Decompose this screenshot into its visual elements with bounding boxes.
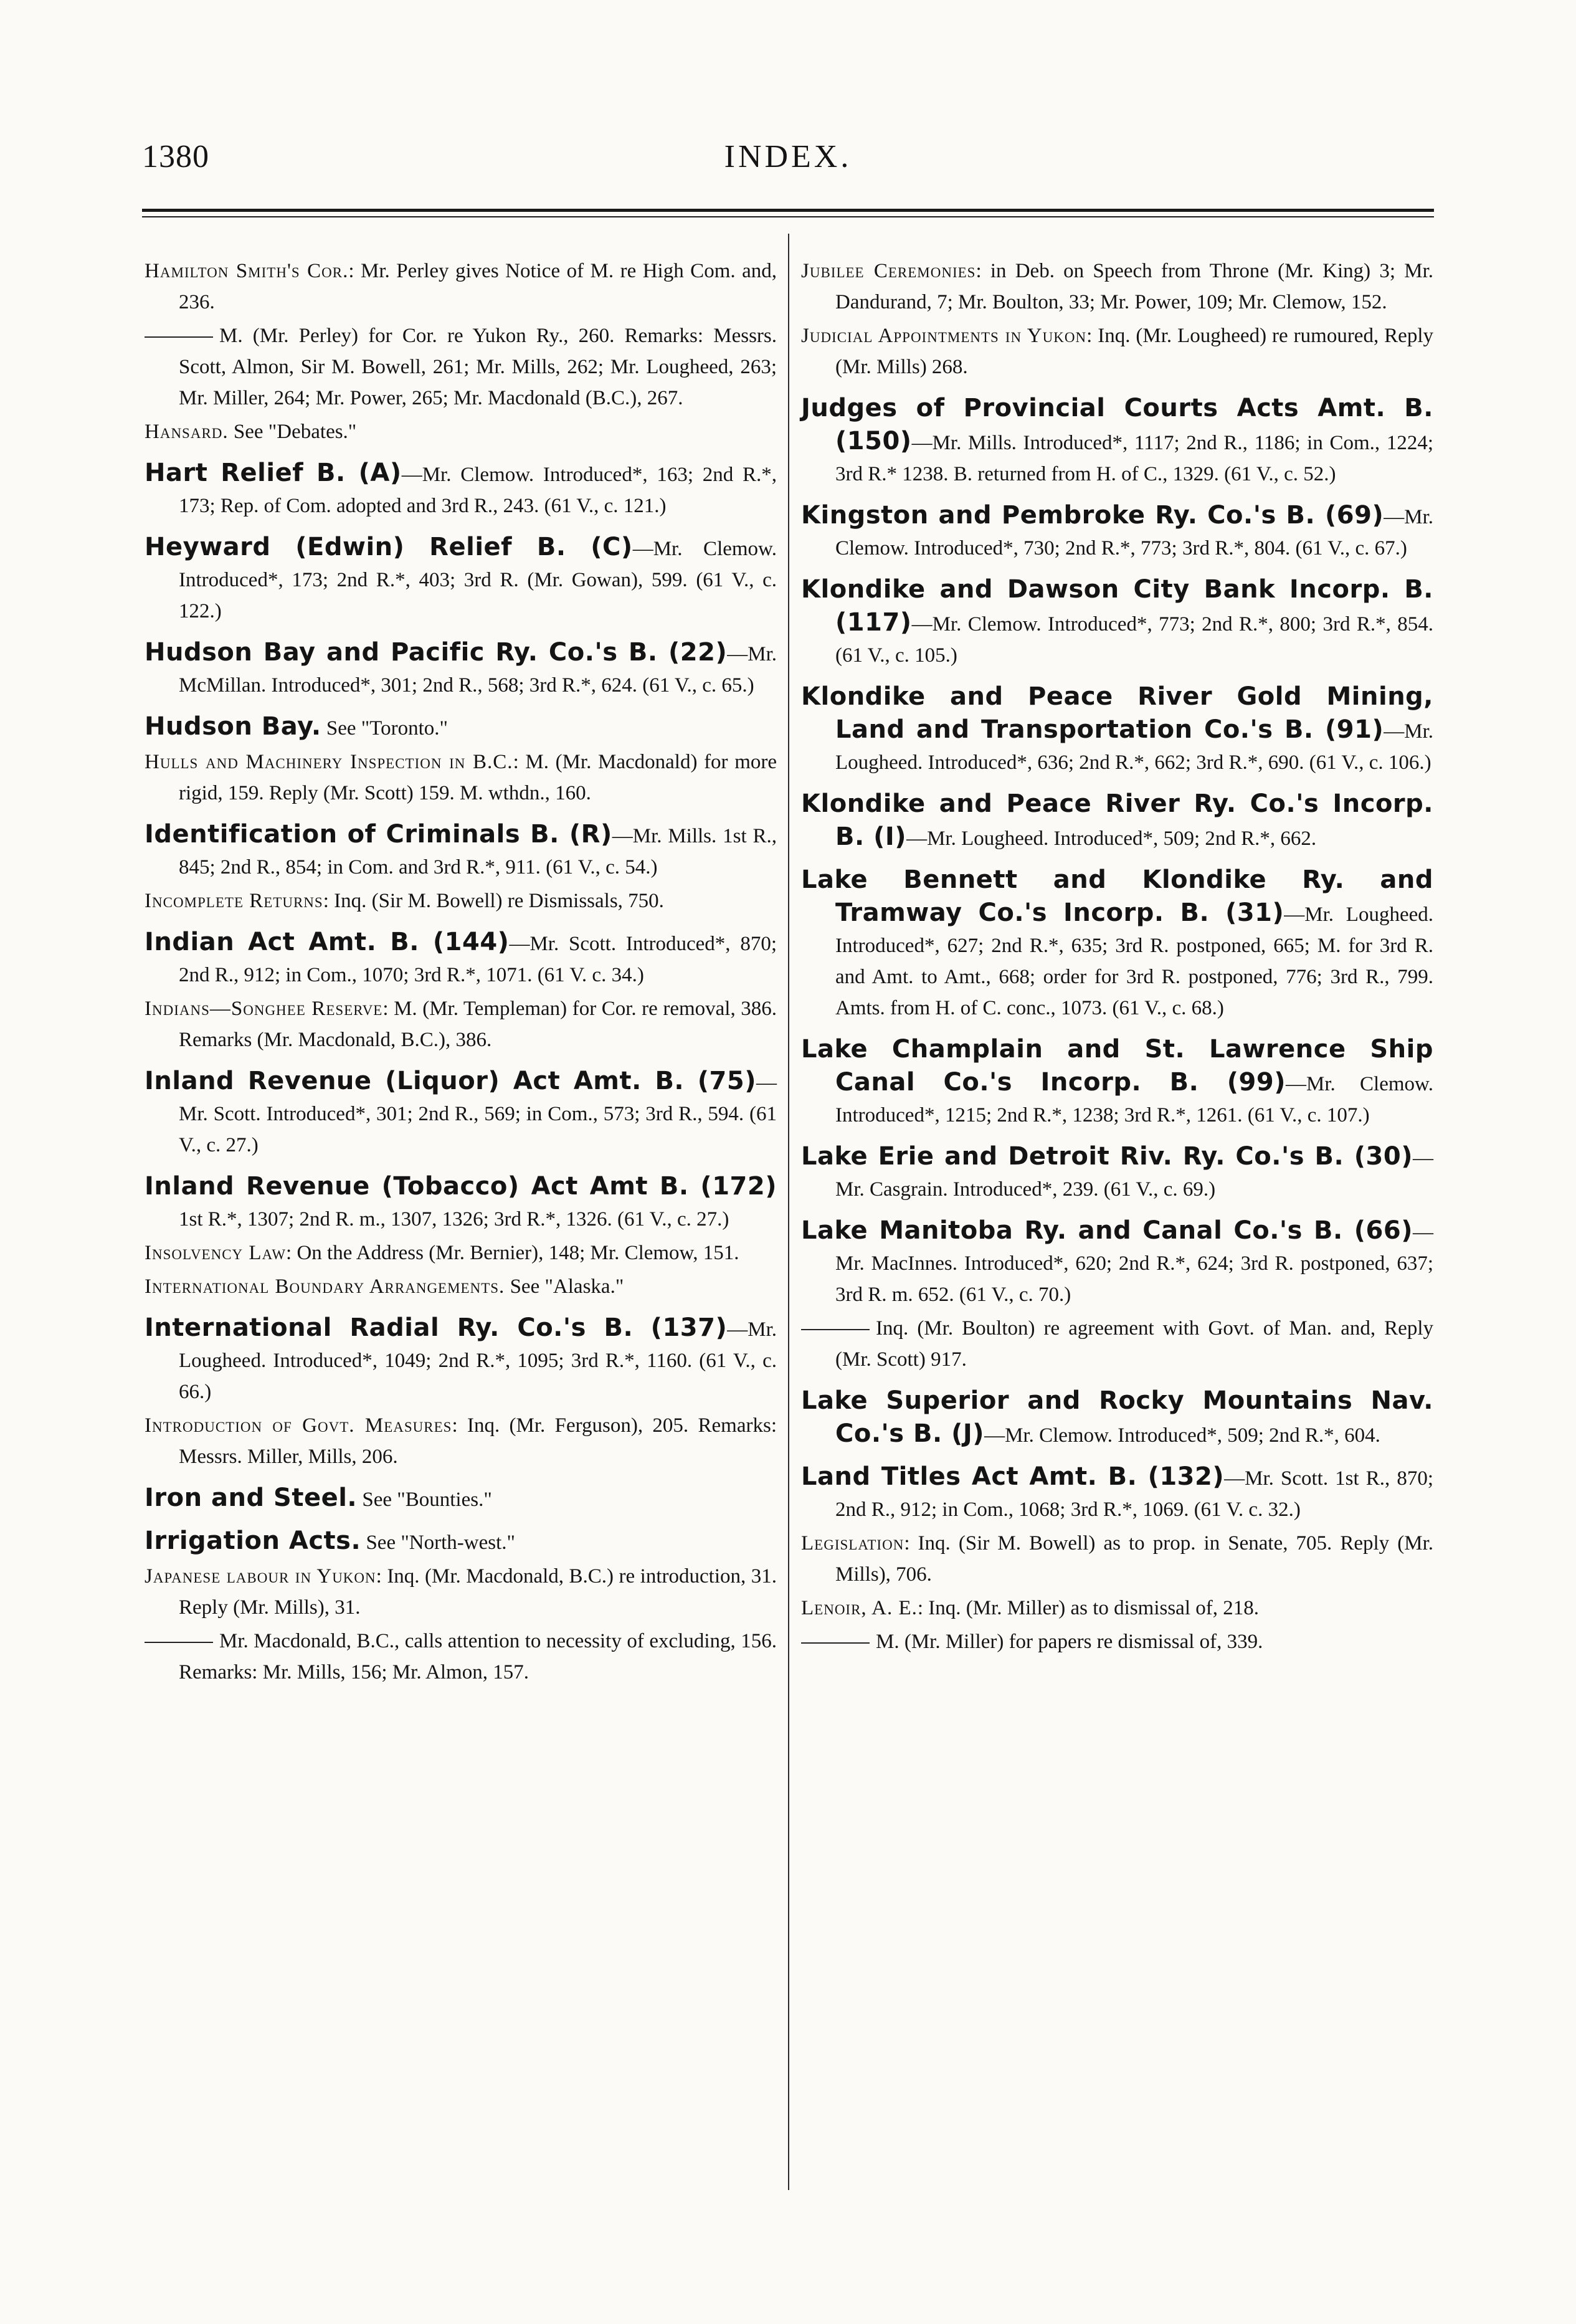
entry-text: —Mr. Clemow. Introduced*, 163; 2nd R.*, 173; Rep. of Com. adopted and 3rd R., 243. (61 V., c. 121.): [179, 464, 777, 517]
entry-headword: Incomplete Returns: [145, 890, 323, 912]
entry-headword: Lake Manitoba Ry. and Canal Co.'s B. (66): [801, 1216, 1413, 1245]
index-entry: [145, 1626, 777, 1688]
entry-text: : On the Address (Mr. Bernier), 148; Mr. Clemow, 151.: [286, 1242, 739, 1264]
entry-text: See "Debates.": [228, 421, 357, 443]
entry-headword: Identification of Criminals B. (R): [145, 820, 612, 849]
entry-headword: Hart Relief B. (A): [145, 459, 402, 487]
page-number: 1380: [142, 139, 209, 174]
index-entry: [801, 1528, 1433, 1590]
index-entry: [801, 1034, 1433, 1131]
index-entry: [801, 1141, 1433, 1205]
entry-headword: Introduction of Govt. Measures: [145, 1414, 452, 1437]
index-entry: [145, 1237, 777, 1269]
entry-text: —Mr. Lougheed. Introduced*, 627; 2nd R.*, 635; 3rd R. postponed, 665; M. for 3rd R. and Amt. to Amt., 668; order for 3rd R. postponed, 776; 3rd R., 799. Amts. from H. of C. conc., 1073. (61 V., c. 68.): [835, 903, 1433, 1019]
entry-text: : Inq. (Mr. Miller) as to dismissal of, 218.: [917, 1597, 1259, 1619]
entry-text: : M. (Mr. Templeman) for Cor. re removal, 386. Remarks (Mr. Macdonald, B.C.), 386.: [179, 998, 777, 1051]
entry-text: M. (Mr. Perley) for Cor. re Yukon Ry., 260. Remarks: Messrs. Scott, Almon, Sir M. Bowell, 261; Mr. Mills, 262; Mr. Lougheed, 263; Mr. Miller, 264; Mr. Power, 265; Mr. Macdonald (B.C.), 267.: [179, 325, 777, 409]
entry-text: —Mr. Mills. Introduced*, 1117; 2nd R., 1186; in Com., 1224; 3rd R.* 1238. B. returned from H. of C., 1329. (61 V., c. 52.): [835, 432, 1433, 485]
index-entry: [145, 1065, 777, 1161]
entry-headword: Indian Act Amt. B. (144): [145, 928, 510, 956]
index-entry: [145, 711, 777, 744]
entry-headword: Inland Revenue (Tobacco) Act Amt B. (172): [145, 1172, 777, 1201]
entry-headword: Lake Bennett and Klondike Ry. and Tramway Co.'s Incorp. B. (31): [801, 865, 1433, 927]
entry-headword: Jubilee Ceremonies: [801, 260, 976, 282]
entry-text: 1st R.*, 1307; 2nd R. m., 1307, 1326; 3rd R.*, 1326. (61 V., c. 27.): [179, 1208, 729, 1231]
entry-headword: Lake Superior and Rocky Mountains Nav. Co.'s B. (J): [801, 1386, 1433, 1448]
header-rule-thick: [142, 209, 1434, 212]
entry-headword: Heyward (Edwin) Relief B. (C): [145, 533, 633, 561]
running-head: INDEX.: [724, 139, 852, 174]
index-entry: [145, 531, 777, 627]
entry-text: Mr. Macdonald, B.C., calls attention to necessity of excluding, 156. Remarks: Mr. Mills, 156; Mr. Almon, 157.: [179, 1630, 777, 1683]
entry-headword: International Radial Ry. Co.'s B. (137): [145, 1313, 728, 1342]
entry-text: —Mr. Lougheed. Introduced*, 509; 2nd R.*, 662.: [906, 827, 1317, 850]
index-entry: [145, 320, 777, 414]
entry-headword: Kingston and Pembroke Ry. Co.'s B. (69): [801, 501, 1384, 530]
left-column: [145, 255, 777, 1690]
ditto-dash: [145, 336, 213, 338]
index-entry: [801, 1215, 1433, 1310]
entry-text: See "North-west.": [361, 1531, 515, 1554]
index-entry: [801, 255, 1433, 318]
ditto-dash: [801, 1329, 870, 1330]
entry-text: : Inq. (Mr. Ferguson), 205. Remarks: Messrs. Miller, Mills, 206.: [179, 1414, 777, 1468]
ditto-dash: [801, 1642, 870, 1644]
entry-headword: Klondike and Dawson City Bank Incorp. B. (117): [801, 575, 1433, 637]
entry-headword: Land Titles Act Amt. B. (132): [801, 1462, 1225, 1491]
entry-headword: Irrigation Acts.: [145, 1526, 361, 1555]
entry-headword: Japanese labour in Yukon: [145, 1565, 376, 1588]
index-entry: [145, 819, 777, 883]
entry-text: —Mr. Clemow. Introduced*, 730; 2nd R.*, 773; 3rd R.*, 804. (61 V., c. 67.): [835, 506, 1433, 560]
entry-headword: Legislation: [801, 1532, 904, 1555]
index-entry: [145, 1525, 777, 1558]
ditto-dash: [145, 1642, 213, 1643]
entry-text: —Mr. Casgrain. Introduced*, 239. (61 V., c. 69.): [835, 1147, 1433, 1201]
entry-text: —Mr. Clemow. Introduced*, 173; 2nd R.*, 403; 3rd R. (Mr. Gowan), 599. (61 V., c. 122.): [179, 538, 777, 622]
index-entry: [145, 993, 777, 1055]
index-entry: [801, 681, 1433, 778]
index-entry: [145, 255, 777, 318]
index-entry: [801, 1626, 1433, 1657]
entry-headword: Indians—Songhee Reserve: [145, 998, 383, 1020]
entry-headword: Hulls and Machinery Inspection in B.C.: [145, 751, 513, 773]
column-divider: [788, 234, 789, 2190]
entry-text: —Mr. Scott. 1st R., 870; 2nd R., 912; in Com., 1068; 3rd R.*, 1069. (61 V. c. 32.): [835, 1467, 1434, 1521]
right-column: [801, 255, 1433, 1660]
index-entry: [801, 1461, 1433, 1525]
index-entry: [145, 885, 777, 917]
index-entry: [145, 1410, 777, 1472]
entry-headword: Judicial Appointments in Yukon: [801, 325, 1087, 347]
index-entry: [801, 1385, 1433, 1451]
entry-text: —Mr. Clemow. Introduced*, 1215; 2nd R.*, 1238; 3rd R.*, 1261. (61 V., c. 107.): [835, 1073, 1433, 1126]
entry-text: : Mr. Perley gives Notice of M. re High Com. and, 236.: [179, 260, 777, 313]
entry-text: —Mr. Lougheed. Introduced*, 1049; 2nd R.*, 1095; 3rd R.*, 1160. (61 V., c. 66.): [179, 1318, 777, 1403]
index-entry: [801, 393, 1433, 490]
entry-headword: International Boundary Arrangements.: [145, 1275, 505, 1298]
index-entry: [801, 788, 1433, 854]
entry-text: —Mr. McMillan. Introduced*, 301; 2nd R., 568; 3rd R.*, 624. (61 V., c. 65.): [179, 643, 777, 697]
header-rule-thin: [142, 216, 1434, 217]
entry-text: : Inq. (Mr. Macdonald, B.C.) re introduction, 31. Reply (Mr. Mills), 31.: [179, 1565, 777, 1619]
entry-headword: Iron and Steel.: [145, 1483, 358, 1512]
entry-text: —Mr. Scott. Introduced*, 870; 2nd R., 912; in Com., 1070; 3rd R.*, 1071. (61 V. c. 34.): [179, 933, 777, 986]
entry-headword: Insolvency Law: [145, 1242, 287, 1264]
entry-headword: Hamilton Smith's Cor.: [145, 260, 349, 282]
entry-text: See "Toronto.": [321, 717, 448, 740]
entry-headword: Judges of Provincial Courts Acts Amt. B. (150): [801, 394, 1433, 455]
entry-text: —Mr. Lougheed. Introduced*, 636; 2nd R.*, 662; 3rd R.*, 690. (61 V., c. 106.): [835, 720, 1433, 774]
index-entry: [801, 574, 1433, 671]
entry-headword: Klondike and Peace River Gold Mining, Land and Transportation Co.'s B. (91): [801, 682, 1433, 744]
entry-text: —Mr. Clemow. Introduced*, 773; 2nd R.*, 800; 3rd R.*, 854. (61 V., c. 105.): [835, 613, 1433, 667]
entry-text: —Mr. Clemow. Introduced*, 509; 2nd R.*, 604.: [984, 1424, 1380, 1447]
entry-text: —Mr. Scott. Introduced*, 301; 2nd R., 569; in Com., 573; 3rd R., 594. (61 V., c. 27.): [179, 1072, 777, 1156]
index-entry: [145, 1171, 777, 1235]
entry-text: : M. (Mr. Macdonald) for more rigid, 159. Reply (Mr. Scott) 159. M. wthdn., 160.: [179, 751, 777, 804]
entry-headword: Hudson Bay and Pacific Ry. Co.'s B. (22): [145, 638, 728, 667]
index-entry: [801, 320, 1433, 383]
entry-text: See "Bounties.": [357, 1488, 492, 1511]
index-entry: [145, 637, 777, 701]
index-entry: [801, 864, 1433, 1024]
page-header: [142, 138, 1434, 188]
index-entry: [801, 1593, 1433, 1624]
index-entry: [801, 500, 1433, 564]
entry-text: See "Alaska.": [505, 1275, 624, 1298]
index-entry: [145, 416, 777, 447]
index-entry: [145, 926, 777, 991]
entry-text: M. (Mr. Miller) for papers re dismissal of, 339.: [876, 1631, 1263, 1653]
entry-text: : in Deb. on Speech from Throne (Mr. King) 3; Mr. Dandurand, 7; Mr. Boulton, 33; Mr. Power, 109; Mr. Clemow, 152.: [835, 260, 1433, 313]
entry-headword: Klondike and Peace River Ry. Co.'s Incorp. B. (I): [801, 789, 1433, 851]
index-entry: [145, 457, 777, 521]
entry-headword: Hansard.: [145, 421, 229, 443]
index-entry: [145, 1482, 777, 1515]
index-entry: [145, 1561, 777, 1623]
entry-headword: Inland Revenue (Liquor) Act Amt. B. (75): [145, 1067, 756, 1095]
entry-text: : Inq. (Sir M. Bowell) re Dismissals, 750.: [323, 890, 664, 912]
entry-headword: Lenoir, A. E.: [801, 1597, 918, 1619]
entry-text: —Mr. Mills. 1st R., 845; 2nd R., 854; in Com. and 3rd R.*, 911. (61 V., c. 54.): [179, 825, 777, 879]
index-entry: [145, 1312, 777, 1407]
entry-headword: Hudson Bay.: [145, 712, 321, 741]
entry-text: : Inq. (Sir M. Bowell) as to prop. in Senate, 705. Reply (Mr. Mills), 706.: [835, 1532, 1433, 1586]
entry-headword: Lake Erie and Detroit Riv. Ry. Co.'s B. (30): [801, 1142, 1413, 1171]
entry-headword: Lake Champlain and St. Lawrence Ship Canal Co.'s Incorp. B. (99): [801, 1035, 1433, 1097]
index-entry: [145, 1271, 777, 1302]
entry-text: —Mr. MacInnes. Introduced*, 620; 2nd R.*, 624; 3rd R. postponed, 637; 3rd R. m. 652. (61 V., c. 70.): [835, 1221, 1433, 1306]
entry-text: : Inq. (Mr. Lougheed) re rumoured, Reply (Mr. Mills) 268.: [835, 325, 1433, 378]
index-entry: [145, 746, 777, 809]
entry-text: Inq. (Mr. Boulton) re agreement with Govt. of Man. and, Reply (Mr. Scott) 917.: [835, 1317, 1433, 1371]
index-entry: [801, 1313, 1433, 1375]
